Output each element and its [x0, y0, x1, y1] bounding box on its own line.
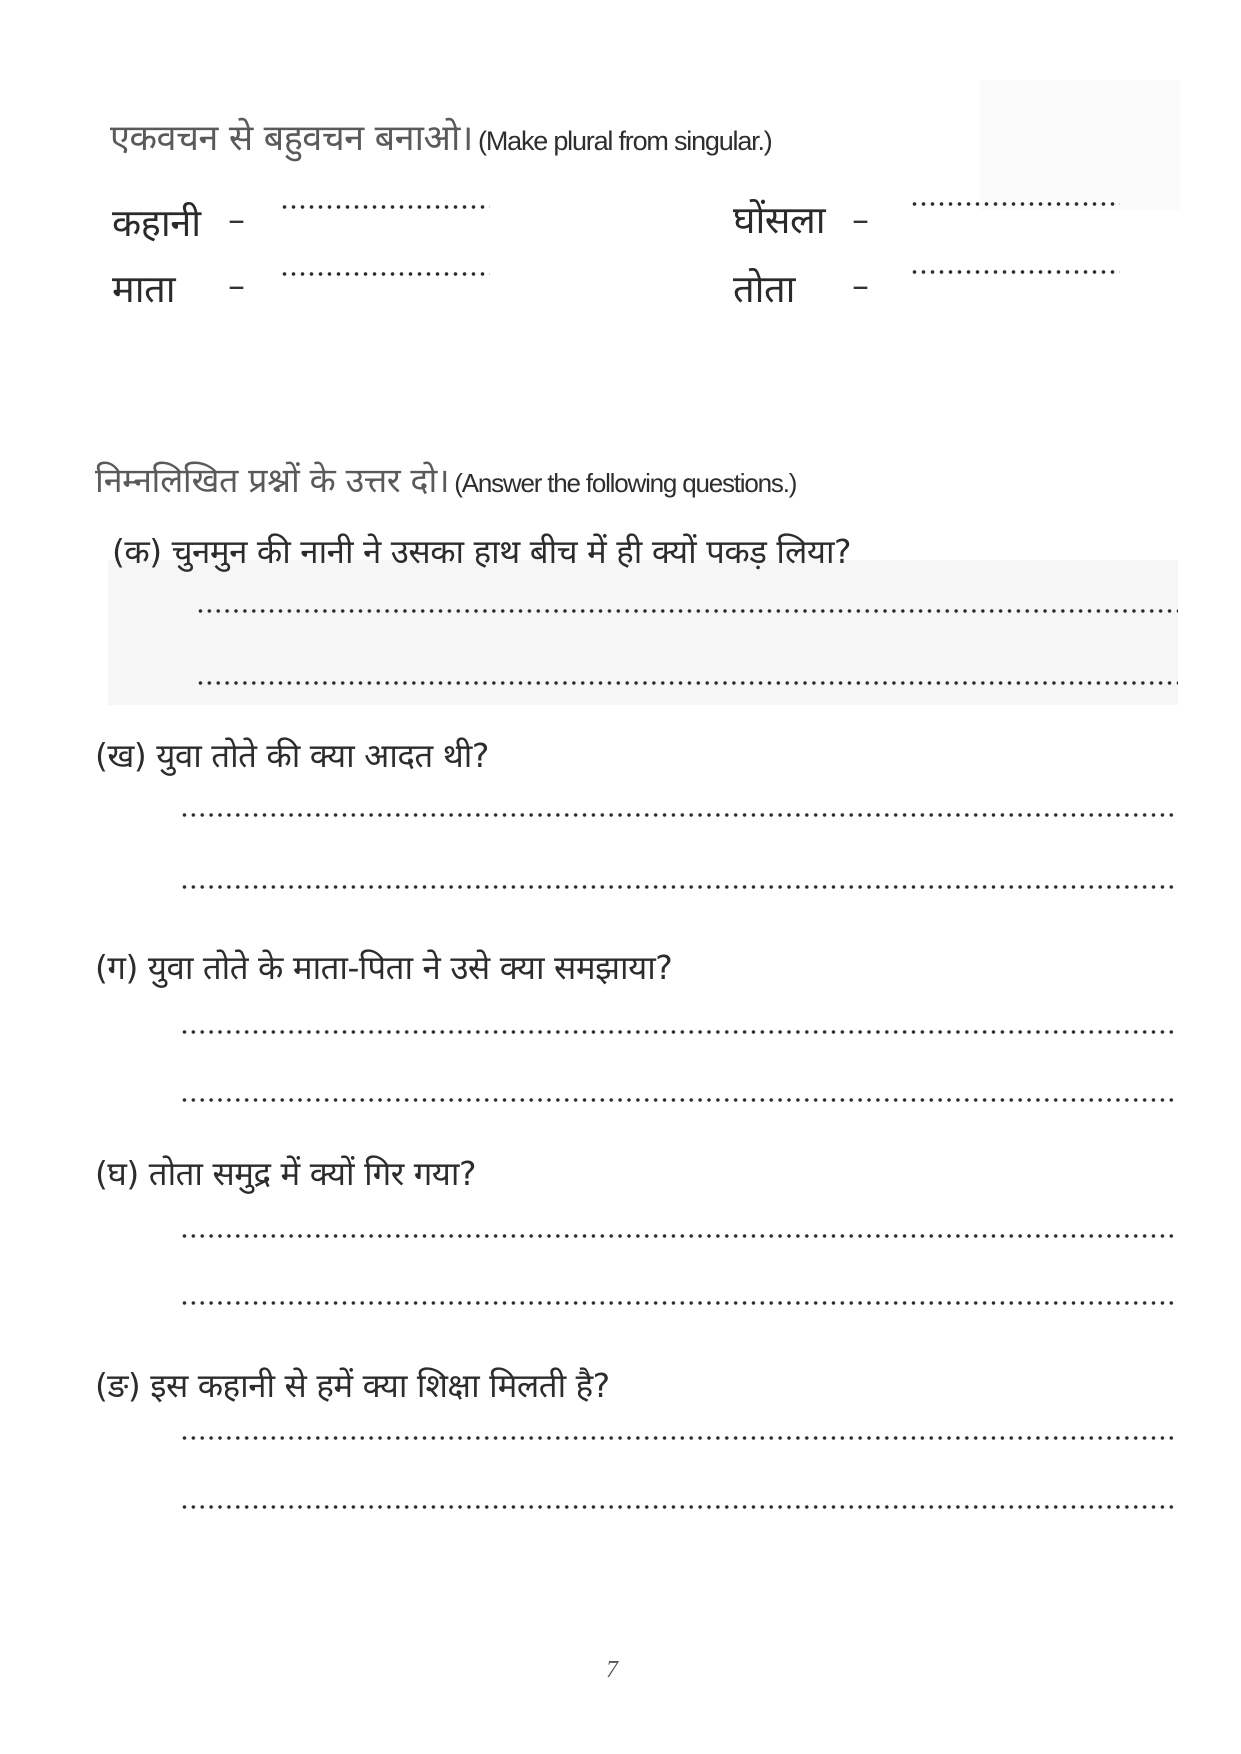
section1-heading: [110, 112, 772, 161]
answer-line[interactable]: [180, 885, 1178, 889]
singular-word: माता: [112, 267, 176, 311]
singular-word: कहानी: [112, 201, 201, 245]
question-text: युवा तोते की क्या आदत थी?: [156, 736, 489, 775]
question: [95, 944, 672, 989]
question-label: (क): [112, 532, 162, 571]
plural-answer-field[interactable]: [280, 272, 490, 276]
plural-item: [112, 262, 175, 314]
question-text: युवा तोते के माता-पिता ने उसे क्या समझाया?: [147, 948, 673, 987]
plural-answer-field[interactable]: [910, 270, 1120, 274]
dash: –: [228, 200, 245, 240]
question: [95, 1150, 476, 1195]
singular-word: तोता: [733, 267, 796, 311]
plural-answer-field[interactable]: [910, 202, 1120, 206]
section2-heading-hindi: निम्नलिखित प्रश्नों के उत्तर दो।: [95, 461, 450, 501]
page-number: 7: [606, 1657, 618, 1683]
question-text: इस कहानी से हमें क्या शिक्षा मिलती है?: [150, 1366, 610, 1405]
section2-heading: [95, 456, 796, 502]
question-label: (ख): [95, 736, 147, 775]
question: [95, 732, 489, 777]
question: [95, 1362, 610, 1407]
answer-line[interactable]: [196, 681, 1178, 685]
answer-line[interactable]: [180, 1030, 1178, 1034]
plural-item: [733, 193, 825, 245]
section1-heading-hindi: एकवचन से बहुवचन बनाओ।: [110, 118, 473, 159]
dash: –: [852, 200, 869, 240]
question-label: (ङ): [95, 1366, 141, 1405]
plural-answer-field[interactable]: [280, 205, 490, 209]
answer-line[interactable]: [180, 1098, 1178, 1102]
question-text: तोता समुद्र में क्यों गिर गया?: [148, 1154, 476, 1193]
section1-heading-english: (Make plural from singular.): [478, 126, 772, 156]
answer-line[interactable]: [180, 1234, 1178, 1238]
question: [112, 528, 851, 573]
question-label: (घ): [95, 1154, 139, 1193]
singular-word: घोंसला: [733, 198, 826, 242]
plural-item: [733, 262, 795, 314]
dash: –: [228, 266, 245, 306]
answer-line[interactable]: [180, 1301, 1178, 1305]
question-label: (ग): [95, 948, 138, 987]
answer-line[interactable]: [180, 1505, 1178, 1509]
section2-heading-english: (Answer the following questions.): [454, 468, 797, 498]
bleed-through-shadow-top: [980, 80, 1180, 210]
answer-line[interactable]: [180, 813, 1178, 817]
dash: –: [852, 266, 869, 306]
answer-line[interactable]: [196, 609, 1178, 613]
question-text: चुनमुन की नानी ने उसका हाथ बीच में ही क्यों पकड़ लिया?: [171, 532, 852, 571]
plural-item: [112, 196, 201, 248]
answer-line[interactable]: [180, 1436, 1178, 1440]
